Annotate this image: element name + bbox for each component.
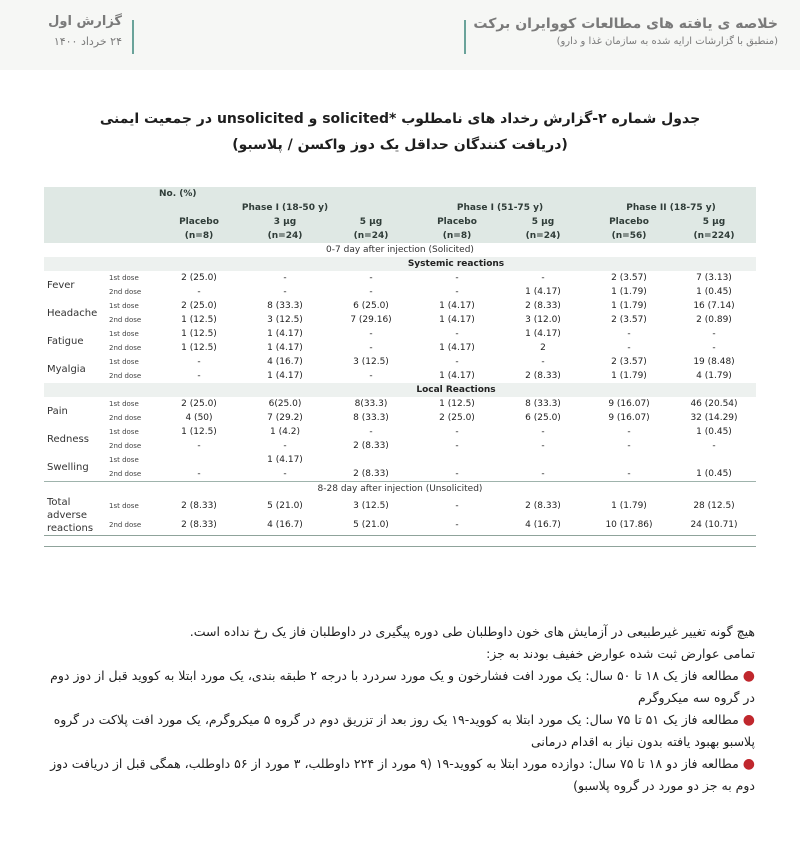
data-cell: 2 (25.0) <box>181 301 217 311</box>
data-cell: - <box>369 329 373 339</box>
caption-line1: جدول شماره ۲-گزارش رخداد های نامطلوب *solicited و unsolicited در جمعیت ایمنی <box>99 111 701 127</box>
data-cell: - <box>197 357 201 367</box>
bullet-item <box>40 709 755 753</box>
data-cell: 5 (21.0) <box>267 500 303 511</box>
data-cell: - <box>455 357 459 367</box>
data-cell: - <box>369 287 373 297</box>
row-label: Myalgia <box>47 363 86 375</box>
data-cell: - <box>455 427 459 437</box>
data-cell: 1 (12.5) <box>181 315 217 325</box>
column-n: (n=8) <box>414 229 500 243</box>
column-n: (n=24) <box>328 229 414 243</box>
column-header: 5 µg <box>328 215 414 229</box>
data-cell: - <box>369 427 373 437</box>
phase-header: Phase II (18-75 y) <box>586 201 756 215</box>
data-cell: 1 (1.79) <box>611 287 647 297</box>
dose-label: 2nd dose <box>109 521 142 530</box>
bullet-item <box>40 665 755 709</box>
data-cell: 28 (12.5) <box>693 500 735 511</box>
data-cell: - <box>197 469 201 479</box>
data-cell: 8 (33.3) <box>525 399 561 409</box>
header-date: ۲۴ خرداد ۱۴۰۰ <box>53 35 122 48</box>
bullet-icon: ● <box>742 668 755 684</box>
data-cell: 1 (1.79) <box>611 371 647 381</box>
findings-text <box>40 621 755 797</box>
data-cell: 1 (0.45) <box>696 287 732 297</box>
phase-header: Phase I (51-75 y) <box>414 201 586 215</box>
data-cell: 24 (10.71) <box>690 520 738 531</box>
data-cell: 8(33.3) <box>354 399 388 409</box>
data-cell: 1 (1.79) <box>611 301 647 311</box>
dose-label: 1st dose <box>109 428 139 436</box>
row-label: Fever <box>47 279 75 291</box>
data-cell: 2 (25.0) <box>181 273 217 283</box>
column-n: (n=8) <box>156 229 242 243</box>
row-label: Headache <box>47 307 98 319</box>
data-cell: 4 (1.79) <box>696 371 732 381</box>
data-cell: 1 (4.17) <box>267 329 303 339</box>
data-cell: 5 (21.0) <box>353 520 389 531</box>
row-label: Total adverse reactions <box>47 497 94 534</box>
phase-header: Phase I (18-50 y) <box>156 201 414 215</box>
dose-label: 1st dose <box>109 501 139 510</box>
data-cell: - <box>455 441 459 451</box>
data-cell <box>500 453 586 467</box>
data-cell: - <box>197 441 201 451</box>
data-cell: - <box>455 500 459 511</box>
data-cell: 6 (25.0) <box>353 301 389 311</box>
data-cell: - <box>541 357 545 367</box>
data-cell: - <box>627 441 631 451</box>
data-cell: - <box>455 273 459 283</box>
data-cell: 1 (12.5) <box>181 329 217 339</box>
data-cell: 2 (8.33) <box>181 520 217 531</box>
data-cell <box>156 453 242 467</box>
column-header: Placebo <box>156 215 242 229</box>
data-cell: 1 (12.5) <box>439 399 475 409</box>
dose-label: 1st dose <box>109 400 139 408</box>
period-label: 0-7 day after injection (Solicited) <box>326 245 474 255</box>
data-cell: - <box>369 273 373 283</box>
dose-label: 2nd dose <box>109 414 142 422</box>
header-subtitle: (منطبق با گزارشات ارایه شده به سازمان غذا و دارو) <box>556 36 778 47</box>
dose-label: 2nd dose <box>109 344 142 352</box>
data-cell: - <box>283 441 287 451</box>
data-cell: 1 (0.45) <box>696 427 732 437</box>
data-cell: - <box>455 469 459 479</box>
dose-label: 2nd dose <box>109 372 142 380</box>
data-cell: 4 (16.7) <box>525 520 561 531</box>
data-cell: 9 (16.07) <box>608 413 650 423</box>
bullet-text: مطالعه فاز یک ۱۸ تا ۵۰ سال: یک مورد افت فشارخون و یک مورد سردرد با درجه ۲ طبقه بندی، یک مورد ابتلا به کووید قبل از دوز دوم در گروه سه میکروگرم <box>50 668 755 705</box>
data-cell: 9 (16.07) <box>608 399 650 409</box>
data-cell: - <box>541 273 545 283</box>
data-cell: - <box>197 287 201 297</box>
data-cell <box>414 453 500 467</box>
data-cell: 2 (8.33) <box>525 301 561 311</box>
column-n: (n=224) <box>672 229 756 243</box>
data-cell <box>328 453 414 467</box>
dose-label: 1st dose <box>109 330 139 338</box>
data-cell: 3 (12.5) <box>353 500 389 511</box>
row-label: Redness <box>47 433 89 445</box>
bullet-icon: ● <box>742 756 755 772</box>
data-cell: - <box>455 287 459 297</box>
data-cell: - <box>541 441 545 451</box>
data-cell: 2 (8.33) <box>353 441 389 451</box>
data-cell: 2 (8.33) <box>181 500 217 511</box>
data-cell: 3 (12.5) <box>353 357 389 367</box>
data-cell: 6(25.0) <box>268 399 302 409</box>
data-cell: 2 (3.57) <box>611 315 647 325</box>
data-cell: 1 (12.5) <box>181 343 217 353</box>
data-cell: 1 (4.17) <box>267 343 303 353</box>
data-cell: 16 (7.14) <box>693 301 735 311</box>
data-cell: 8 (33.3) <box>353 413 389 423</box>
row-label: Pain <box>47 405 68 417</box>
data-cell: - <box>283 287 287 297</box>
table-caption <box>40 106 760 158</box>
data-cell: - <box>541 469 545 479</box>
data-cell: 1 (0.45) <box>696 469 732 479</box>
data-cell: - <box>627 329 631 339</box>
data-cell: 10 (17.86) <box>605 520 653 531</box>
data-cell: - <box>369 343 373 353</box>
period-label: 8-28 day after injection (Unsolicited) <box>44 482 756 497</box>
data-cell: - <box>712 343 716 353</box>
dose-label: 2nd dose <box>109 288 142 296</box>
column-header: 5 µg <box>500 215 586 229</box>
section-systemic: Systemic reactions <box>156 257 756 271</box>
data-cell <box>586 453 672 467</box>
data-cell: 1 (4.17) <box>267 455 303 465</box>
paragraph: هیچ گونه تغییر غیرطبیعی در آزمایش های خون داوطلبان طی دوره پیگیری در داوطلبان فاز یک رخ نداده است. <box>189 624 755 639</box>
caption-line2: (دریافت کنندگان حداقل یک دوز واکسن / پلاسبو) <box>232 137 568 153</box>
header-title-block <box>473 16 778 47</box>
data-cell: - <box>627 469 631 479</box>
data-cell: 4 (16.7) <box>267 520 303 531</box>
data-cell: - <box>283 469 287 479</box>
dose-label: 1st dose <box>109 274 139 282</box>
dose-label: 2nd dose <box>109 470 142 478</box>
data-cell: 3 (12.0) <box>525 315 561 325</box>
row-label: Fatigue <box>47 335 84 347</box>
data-cell: 8 (33.3) <box>267 301 303 311</box>
data-cell: 2 (25.0) <box>181 399 217 409</box>
data-cell: 1 (4.2) <box>270 427 300 437</box>
dose-label: 2nd dose <box>109 442 142 450</box>
data-cell: 1 (4.17) <box>525 329 561 339</box>
data-cell: 2 (25.0) <box>439 413 475 423</box>
data-cell: 7 (3.13) <box>696 273 732 283</box>
header-report-block <box>22 14 122 48</box>
section-local: Local Reactions <box>156 383 756 397</box>
data-cell: 6 (25.0) <box>525 413 561 423</box>
header-divider-left <box>132 20 134 54</box>
header-divider <box>464 20 466 54</box>
data-cell: 2 <box>540 343 546 353</box>
bullet-icon: ● <box>742 712 755 728</box>
data-cell: 2 (8.33) <box>525 371 561 381</box>
data-cell: 7 (29.2) <box>267 413 303 423</box>
bullet-item <box>40 753 755 797</box>
data-cell: 1 (1.79) <box>611 500 647 511</box>
data-cell: 1 (4.17) <box>439 371 475 381</box>
data-cell: - <box>712 329 716 339</box>
data-cell: - <box>541 427 545 437</box>
data-cell: 1 (4.17) <box>439 301 475 311</box>
column-n: (n=56) <box>586 229 672 243</box>
bullet-text: مطالعه فاز یک ۵۱ تا ۷۵ سال: یک مورد ابتلا به کووید-۱۹ یک روز بعد از تزریق دوم در گروه ۵ میکروگرم، یک مورد افت پلاکت در گروه پلاسبو بهبود یافته بدون نیاز به اقدام درمانی <box>53 712 755 749</box>
data-cell: 3 (12.5) <box>267 315 303 325</box>
paragraph: تمامی عوارض ثبت شده عوارض خفیف بودند به جز: <box>486 646 755 661</box>
data-cell: 19 (8.48) <box>693 357 735 367</box>
data-cell <box>672 453 756 467</box>
data-cell: - <box>283 273 287 283</box>
column-n: (n=24) <box>500 229 586 243</box>
data-cell: 4 (16.7) <box>267 357 303 367</box>
data-cell: - <box>627 427 631 437</box>
data-cell: 2 (3.57) <box>611 357 647 367</box>
dose-label: 1st dose <box>109 358 139 366</box>
data-cell: 1 (12.5) <box>181 427 217 437</box>
data-cell: 46 (20.54) <box>690 399 738 409</box>
column-header: 5 µg <box>672 215 756 229</box>
data-cell: 1 (4.17) <box>439 315 475 325</box>
data-cell: 2 (8.33) <box>525 500 561 511</box>
data-cell: - <box>369 371 373 381</box>
page-header <box>0 0 800 70</box>
data-cell: - <box>197 371 201 381</box>
column-n: (n=24) <box>242 229 328 243</box>
dose-label: 2nd dose <box>109 316 142 324</box>
data-cell: - <box>455 329 459 339</box>
header-title: خلاصه ی یافته های مطالعات کووایران برکت <box>473 16 778 32</box>
data-cell: 7 (29.16) <box>350 315 392 325</box>
dose-label: 1st dose <box>109 302 139 310</box>
data-cell: 2 (3.57) <box>611 273 647 283</box>
data-cell: 4 (50) <box>185 413 213 423</box>
data-cell: - <box>627 343 631 353</box>
bullet-text: مطالعه فاز دو ۱۸ تا ۷۵ سال: دوازده مورد ابتلا به کووید-۱۹ (۹ مورد از ۲۲۴ داوطلب، ۳ مورد از ۵۶ داوطلب، همگی قبل از دریافت دوز دوم به جز دو مورد در گروه پلاسبو) <box>50 756 755 793</box>
data-cell: 2 (0.89) <box>696 315 732 325</box>
data-cell: 1 (4.17) <box>267 371 303 381</box>
data-cell: - <box>712 441 716 451</box>
no-pct-header: No. (%) <box>156 187 756 201</box>
column-header: 3 µg <box>242 215 328 229</box>
header-report: گزارش اول <box>48 14 122 29</box>
data-cell: 1 (4.17) <box>439 343 475 353</box>
dose-label: 1st dose <box>109 456 139 464</box>
adverse-events-table <box>44 187 756 547</box>
column-header: Placebo <box>414 215 500 229</box>
data-cell: 2 (8.33) <box>353 469 389 479</box>
row-label: Swelling <box>47 461 89 473</box>
data-cell: - <box>455 520 459 531</box>
data-cell: 1 (4.17) <box>525 287 561 297</box>
column-header: Placebo <box>586 215 672 229</box>
data-cell: 32 (14.29) <box>690 413 738 423</box>
